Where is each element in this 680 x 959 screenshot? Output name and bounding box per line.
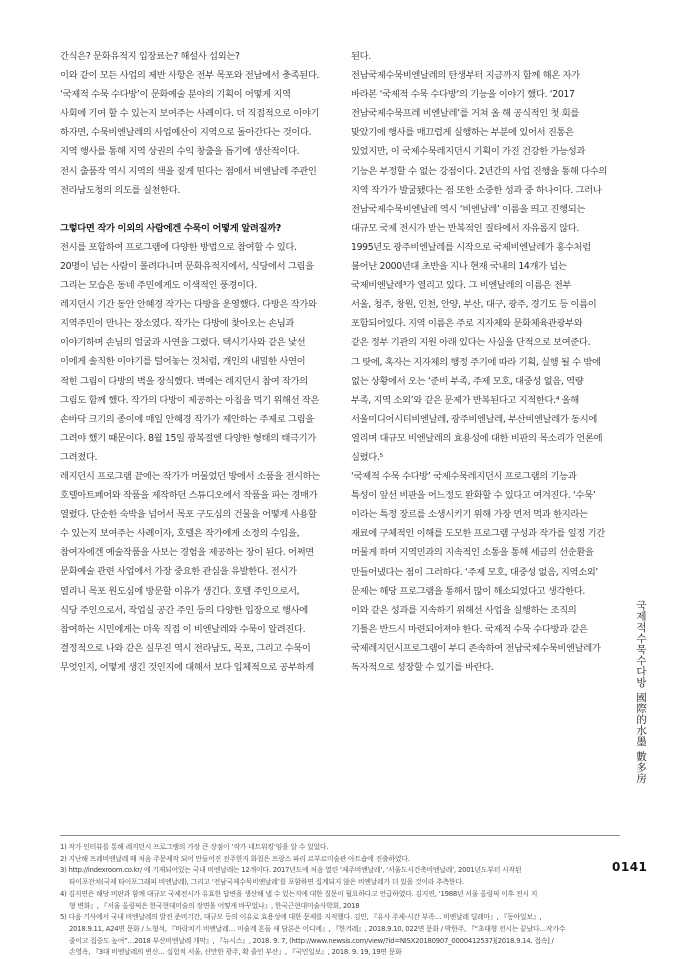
body-text-line: ‘국제적 수묵 수다방’ 국제수묵레지던시 프로그램의 기능과 (351, 471, 577, 483)
body-text-line: 있었지만, 이 국제수묵레지던시 기획이 가진 건강한 가능성과 (351, 146, 586, 158)
body-text-line: 실렸다.⁵ (351, 451, 383, 463)
page-number: 0141 (612, 860, 648, 874)
body-text-line: 사회에 기여 할 수 있는지 보여주는 사례이다. 더 직접적으로 이야기 (60, 108, 320, 120)
body-text-line: 식당 주인으로서, 작업실 공간 주인 등의 다양한 입장으로 행사에 (60, 604, 308, 616)
body-text-line: 지역주민이 만나는 장소였다. 작가는 다방에 찾아오는 손님과 (60, 318, 295, 330)
body-text-line: 특성이 앞선 비판을 어느정도 완화할 수 있다고 여겨진다. ‘수묵’ (351, 490, 596, 502)
footnotes (60, 842, 620, 959)
footnote-line: 5) 다음 기사에서 국내 비엔날레의 발전 준비기간, 대규모 등의 이유로 효용성에 대한 문제를 지적했다. 김민, 『유사 주제-시간 부족… 비엔날레 딜레마』, 『동아일보』, (60, 913, 542, 922)
body-text-line: 국제비엔날레³가 열리고 있다. 그 비엔날레의 이름은 전부 (351, 280, 572, 292)
body-text-line: 대규모 국제 전시가 받는 반복적인 질타에서 자유롭지 않다. (351, 222, 579, 234)
body-text-line: 열리며 대규모 비엔날레의 효용성에 대한 비판의 목소리가 언론에 (351, 432, 603, 444)
body-text-line: 참여하는 시민에게는 더욱 직접 이 비엔날레와 수묵이 알려진다. (60, 623, 306, 635)
body-text-line: 열렸다. 단순한 숙박을 넘어서 목포 구도심의 건물을 어떻게 사용할 (60, 509, 317, 521)
section-heading: 그렇다면 작가 이외의 사람에겐 수묵이 어떻게 알려질까? (60, 222, 281, 234)
body-text-line: 불어난 2000년대 초반을 지나 현재 국내의 14개가 넘는 (351, 261, 567, 273)
right-column (351, 47, 628, 677)
body-text-line: 그려야 했기 때문이다. 8월 15일 광복절엔 다양한 형태의 태극기가 (60, 432, 316, 444)
body-text-line: 문화예술 관련 사업에서 가장 중요한 관심을 유발한다. 전시가 (60, 566, 297, 578)
body-text-line: 기능은 부정할 수 없는 강점이다. 2년간의 사업 진행을 통해 다수의 (351, 165, 608, 177)
body-text-line: 서울, 청주, 창원, 인천, 안양, 부산, 대구, 광주, 경기도 등 이름이 (351, 299, 597, 311)
body-text-line: 그 탓에, 혹자는 지자체의 행정 주기에 따라 기획, 실행 될 수 밖에 (351, 356, 601, 368)
footnote-line: 타이포잔치(국제 타이포그래피 비엔날레), 그리고 ‘전남국제수묵비엔날레’를 포함하면 집계되지 않은 비엔날레가 더 있을 것이라 추측한다. (69, 878, 464, 887)
body-text-line: 기틀은 반드시 마련되어져야 한다. 국제적 수묵 수다방과 같은 (351, 623, 588, 635)
body-text-line: 레지던시 기간 동안 안혜경 작가는 다방을 운영했다. 다방은 작가와 (60, 299, 317, 311)
body-text-line: 지역 작가가 발굴됐다는 점 또한 소중한 성과 중 하나이다. 그러나 (351, 184, 602, 196)
body-text-line: 포함되어있다. 지역 이름은 주로 지자체와 문화체육관광부와 (351, 318, 583, 330)
body-text-line: 무엇인지, 어떻게 생긴 것인지에 대해서 보다 입체적으로 공부하게 (60, 661, 314, 673)
body-text-line: 이와 같이 모든 사업의 제반 사항은 전부 목포와 전남에서 충족된다. (60, 70, 320, 82)
body-text-line: 호텔아트페어와 작품을 제작하던 스튜디오에서 작품을 파는 경매가 (60, 490, 318, 502)
body-text-line: 전남국제수묵비엔날레 역시 ‘비엔날레’ 이름을 띄고 진행되는 (351, 203, 586, 215)
body-text-line: 전남국제수묵비엔날레의 탄생부터 지금까지 함께 해온 자가 (351, 70, 580, 82)
footnote-line: 형 변화』, 『서울 올림픽은 한국현대미술의 장면을 어떻게 바꾸었나』, 한국근현대미술사학회, 2018 (69, 901, 360, 910)
body-text-line: 문제는 해당 프로그램을 통해서 많이 해소되었다고 생각한다. (351, 585, 586, 597)
footnote-line: 줄이고 집중도 높여”…2018 부산비엔날레 개막』, 『뉴시스』, 2018. 9. 7, (http://www.newsis.com/view/?id=NISX20180907_0000412537)[2018.9.14. 접속] / (69, 936, 554, 945)
footnote-line: 2) 지난해 프레비엔날레 때 처음 주문제작 되어 만들어진 전주한지 화첩은 프랑스 파리 르부르미술관 아트숍에 진출하였다. (60, 854, 410, 863)
body-text-line: 전시를 포함하여 프로그램에 다양한 방법으로 참여할 수 있다. (60, 241, 297, 253)
body-text-line: 결정적으로 나와 같은 실무진 역시 전라남도, 목포, 그리고 수묵이 (60, 642, 311, 654)
left-column (60, 47, 337, 677)
body-text-line: 수 있는지 보여주는 사례이자, 호텔은 작가에게 소정의 수입을, (60, 528, 300, 540)
body-text-line: 서울미디어시티비엔날레, 광주비엔날레, 부산비엔날레가 동시에 (351, 413, 598, 425)
footnote-divider (60, 835, 620, 836)
body-text-line: 바라본 ‘국제적 수묵 수다방’의 기능을 이야기 했다. ‘2017 (351, 89, 575, 101)
footnote-line: 3) http://indexroom.co.kr/ 에 기재되어있는 국내 비엔날레는 12개이다. 2017년도에 처음 열린 ‘제주비엔날레’, ‘서울도시건축비엔날레’, 2001년도부터 시작된 (60, 866, 522, 875)
body-text-line: 하자면, 수묵비엔날레의 사업예산이 지역으로 돌아간다는 것이다. (60, 127, 312, 139)
body-text-line: 20명이 넘는 사람이 몰려다니며 문화유적지에서, 식당에서 그림을 (60, 260, 314, 272)
body-text-line: 손바닥 크기의 종이에 매일 안혜경 작가가 제안하는 주제로 그림을 (60, 413, 314, 425)
body-text-line: 그림도 함께 했다. 작가의 다방이 제공하는 아침을 먹기 위해선 작은 (60, 394, 320, 406)
body-text-line: 재료에 구체적인 이해를 도모한 프로그램 구성과 작가를 일정 기간 (351, 528, 605, 540)
body-text-line: 레지던시 프로그램 끝에는 작가가 머물었던 방에서 소품을 전시하는 (60, 470, 320, 482)
body-text-line: 부족, 지역 소외’와 같은 문제가 반복된다고 지적한다.⁴ 올해 (351, 394, 579, 406)
body-text-line: 머물게 하며 지역민과의 지속적인 소통을 통해 세금의 선순환을 (351, 547, 594, 559)
body-text-line: 이야기하며 손님의 얼굴과 사연을 그렸다. 택시기사와 같은 낯선 (60, 337, 306, 349)
body-text-line: 된다. (351, 51, 371, 62)
body-text-line: 간식은? 문화유적지 입장료는? 해설사 섭외는? (60, 51, 240, 62)
body-text-line: ‘국제적 수묵 수다방’이 문화예술 분야의 기획이 어떻게 지역 (60, 89, 291, 101)
body-text-line: 이에게 솔직한 이야기를 털어놓는 것처럼, 개인의 내밀한 사연이 (60, 356, 306, 368)
body-text-line: 참여자에겐 예술작품을 사보는 경험을 제공하는 장이 된다. 어쩌면 (60, 547, 314, 559)
body-text-line: 그리는 모습은 동네 주민에게도 이색적인 풍경이다. (60, 280, 257, 292)
body-text-line: 전라남도청의 의도를 실천한다. (60, 184, 181, 196)
body-text-line: 이라는 특정 장르를 소생시키기 위해 가장 먼저 먹과 한지라는 (351, 509, 588, 521)
body-text-line: 국제레지던시프로그램이 부디 존속하여 전남국제수묵비엔날레가 (351, 642, 601, 654)
body-text-line: 전시 출품작 역시 지역의 색을 짙게 띤다는 점에서 비엔날레 주관인 (60, 165, 317, 177)
body-text-line: 독자적으로 성장할 수 있기를 바란다. (351, 662, 494, 673)
footnote-line: 손영옥, 『3대 비엔날레의 변신… 실험적 서울, 산만한 광주, 확 줄인 부산』, 『국민일보』, 2018. 9. 19, 19면 문화 (69, 948, 402, 957)
body-text-line: 1995년도 광주비엔날레를 시작으로 국제비엔날레가 홍수처럼 (351, 241, 591, 253)
paragraph-gap (60, 200, 337, 219)
body-text-line: 전남국제수묵프레 비엔날레’를 거쳐 올 해 공식적인 첫 회를 (351, 108, 579, 120)
body-text-line: 그려졌다. (60, 451, 98, 463)
footnote-line: 2018.9.11, A24면 문화 / 노형석, 『바락치기 비엔날레… 미술계 흔들 새 담론은 어디에』, 『한겨레』, 2018.9.10, 022면 문화 / 박한주, 『“초대형 전시는 끝났다…작가수 (69, 924, 566, 933)
footnote-line: 4) 김지연은 해당 비판과 함께 대규모 국제전시가 유효한 답변을 생산해 낼 수 있는지에 대한 질문이 필요하다고 언급하였다. 김지연, ‘1988년 서울 올림픽 이후 전시 지 (60, 889, 538, 898)
body-text-line: 지역 행사를 통해 지역 상권의 수익 창출을 돕기에 생산적이다. (60, 146, 300, 158)
body-text-line: 만들어냈다는 점이 그러하다. ‘주제 모호, 대중성 없음, 지역소외’ (351, 566, 599, 578)
body-text-line: 맞았기에 행사를 매끄럽게 실행하는 부분에 있어서 진통은 (351, 127, 574, 139)
body-text-line: 적힌 그림이 다방의 벽을 장식했다. 벽에는 레지던시 참여 작가의 (60, 375, 308, 387)
body-text-line: 같은 정부 기관의 지원 아래 있다는 사실을 단적으로 보여준다. (351, 337, 591, 349)
running-title: 국제적수묵수다방 國際的水墨 數多房 (635, 600, 647, 784)
body-text-line: 이와 같은 성과를 지속하기 위해선 사업을 실행하는 조직의 (351, 604, 577, 616)
footnote-line: 1) 작가 인터뷰를 통해 레지던시 프로그램의 가장 큰 장점이 ‘작가 네트워킹’임을 알 수 있었다. (60, 843, 329, 851)
body-text-line: 없는 상황에서 오는 ‘준비 부족, 주제 모호, 대중성 없음, 역량 (351, 375, 584, 387)
body-text-line: 열리니 목포 원도심에 방문할 이유가 생긴다. 호텔 주인으로서, (60, 585, 300, 597)
